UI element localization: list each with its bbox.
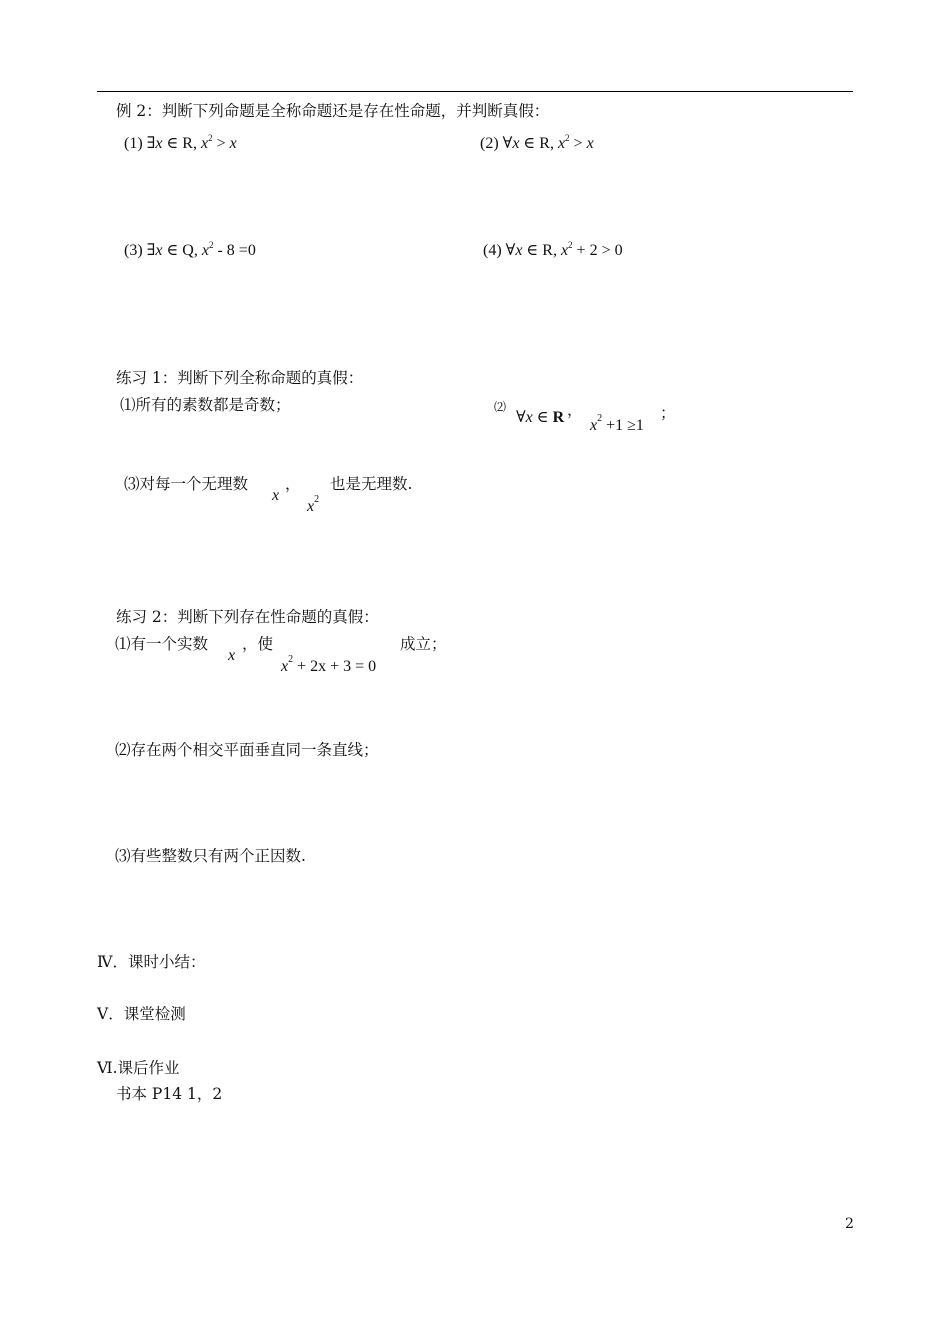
practice2-item-1-equation: $x^2 + 2x + 3 = 0$ — [281, 654, 377, 675]
practice2-item-1-x: x — [228, 647, 236, 664]
practice2-item-1-mid: ，使 — [242, 635, 274, 653]
practice2-item-3: ⑶有些整数只有两个正因数. — [115, 847, 306, 865]
example2-item-2: (2) ∀x ∈ R, $x^2 > x$ — [480, 133, 594, 152]
practice1-heading: 练习 1：判断下列全称命题的真假： — [116, 369, 364, 387]
section-homework: Ⅵ.课后作业 — [97, 1059, 180, 1077]
homework-text: 书本 P14 1，2 — [116, 1085, 223, 1103]
section-check: Ⅴ．课堂检测 — [97, 1005, 186, 1023]
practice1-item-1: ⑴所有的素数都是奇数； — [120, 396, 291, 414]
practice2-item-1-end: 成立； — [400, 635, 447, 653]
practice1-item-2-num: ⑵ — [494, 400, 507, 414]
practice1-item-3-comma: ， — [285, 475, 301, 493]
example2-heading: 例 2：判断下列命题是全称命题还是存在性命题，并判断真假： — [116, 102, 550, 120]
practice2-item-1-lead: ⑴有一个实数 — [115, 635, 209, 653]
page-number: 2 — [845, 1216, 854, 1232]
practice1-item-2-semicolon: ； — [660, 404, 676, 422]
section-summary: Ⅳ．课时小结： — [97, 953, 206, 971]
practice1-item-3-end: 也是无理数. — [330, 475, 413, 493]
practice2-heading: 练习 2：判断下列存在性命题的真假： — [116, 608, 379, 626]
practice2-item-2: ⑵存在两个相交平面垂直同一条直线； — [115, 741, 379, 759]
practice1-item-3-x: x — [272, 487, 280, 504]
practice1-item-2-forall: ∀x ∈ R — [516, 409, 565, 426]
header-rule — [97, 91, 853, 92]
practice1-item-3-lead: ⑶对每一个无理数 — [124, 475, 249, 493]
practice1-item-3-x-squared: $x^2$ — [307, 494, 320, 515]
example2-item-4: (4) ∀x ∈ R, $x^2 + 2 > 0$ — [483, 240, 623, 259]
practice1-item-2-comma: ， — [567, 401, 583, 419]
example2-item-3: (3) ∃x ∈ Q, $x^2 - 8 =0$ — [124, 240, 256, 259]
practice1-item-2-expression: $x^2 +1 \ge 1$ — [590, 413, 644, 434]
example2-item-1: (1) ∃x ∈ R, $x^2 > x$ — [124, 133, 237, 152]
